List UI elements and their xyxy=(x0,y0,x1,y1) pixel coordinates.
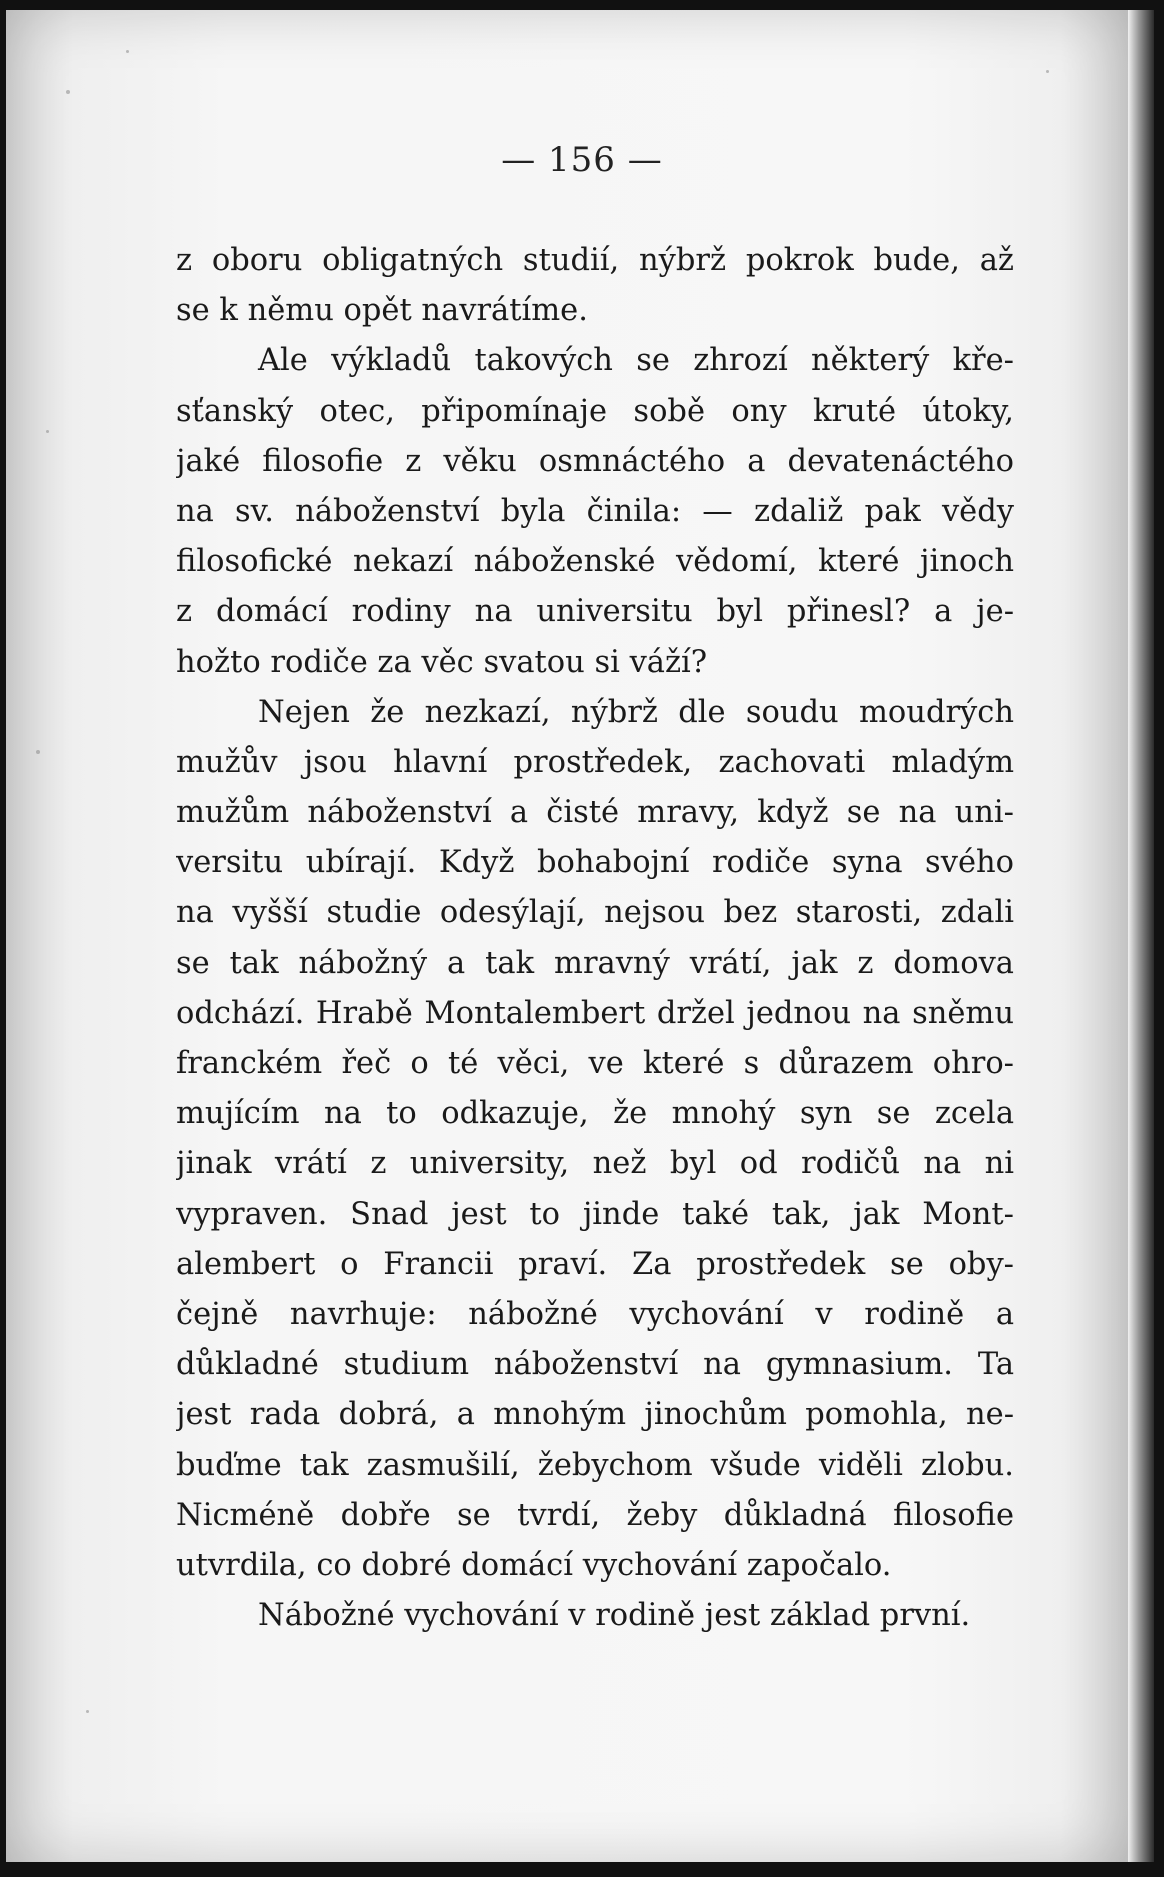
paper-speck xyxy=(36,750,40,754)
text-line: jinak vrátí z university, než byl od rodičů na ni xyxy=(176,1146,1014,1182)
text-line: se tak nábožný a tak mravný vrátí, jak z domova xyxy=(176,945,1014,981)
paper-speck xyxy=(46,430,49,433)
text-line: jaké filosofie z věku osmnáctého a devatenáctého xyxy=(176,443,1014,479)
text-line: franckém řeč o té věci, ve které s důrazem ohro- xyxy=(176,1046,1014,1081)
text-line: utvrdila, co dobré domácí vychování započalo. xyxy=(176,1547,892,1583)
text-line: se k němu opět navrátíme. xyxy=(176,293,588,329)
text-line: sťanský otec, připomínaje sobě ony kruté útoky, xyxy=(176,393,1014,429)
text-line: z oboru obligatných studií, nýbrž pokrok bude, až xyxy=(176,243,1014,278)
text-line: odchází. Hrabě Montalembert držel jednou na sněmu xyxy=(176,995,1014,1031)
text-line: na sv. náboženství byla činila: — zdaliž pak vědy xyxy=(176,493,1014,529)
text-line: filosofické nekazí náboženské vědomí, které jinoch xyxy=(176,544,1014,580)
page-number: — 156 — xyxy=(501,140,663,180)
paper-speck xyxy=(86,1710,89,1713)
text-line: alembert o Francii praví. Za prostředek se oby- xyxy=(176,1246,1014,1282)
text-line: na vyšší studie odesýlají, nejsou bez starosti, zdali xyxy=(176,895,1014,931)
text-line: mužův jsou hlavní prostředek, zachovati mladým xyxy=(176,744,1014,780)
text-line: buďme tak zasmušilí, žebychom všude viděli zlobu. xyxy=(176,1447,1014,1483)
text-line: Ale výkladů takových se zhrozí některý kře- xyxy=(258,343,1014,379)
text-line: vypraven. Snad jest to jinde také tak, jak Mont- xyxy=(176,1196,1014,1232)
text-line: z domácí rodiny na universitu byl přinesl? a je- xyxy=(176,594,1014,630)
body-text xyxy=(176,236,1014,1641)
text-line: mujícím na to odkazuje, že mnohý syn se zcela xyxy=(176,1096,1014,1132)
text-line: Nejen že nezkazí, nýbrž dle soudu moudrých xyxy=(258,694,1014,730)
book-spine-shadow xyxy=(1128,10,1154,1862)
text-line: hožto rodiče za věc svatou si váží? xyxy=(176,644,708,680)
paper-speck xyxy=(1046,70,1049,73)
text-line: versitu ubírají. Když bohabojní rodiče syna svého xyxy=(176,845,1014,881)
text-line: čejně navrhuje: nábožné vychování v rodině a xyxy=(176,1296,1014,1332)
paper-speck xyxy=(126,50,129,53)
text-line: Nicméně dobře se tvrdí, žeby důkladná filosofie xyxy=(176,1497,1014,1533)
text-line: jest rada dobrá, a mnohým jinochům pomohla, ne- xyxy=(176,1397,1014,1433)
text-line: mužům náboženství a čisté mravy, když se na uni- xyxy=(176,795,1014,831)
paper-speck xyxy=(66,90,70,94)
text-line: důkladné studium náboženství na gymnasium. Ta xyxy=(176,1347,1014,1383)
text-line: Nábožné vychování v rodině jest základ první. xyxy=(258,1598,971,1634)
